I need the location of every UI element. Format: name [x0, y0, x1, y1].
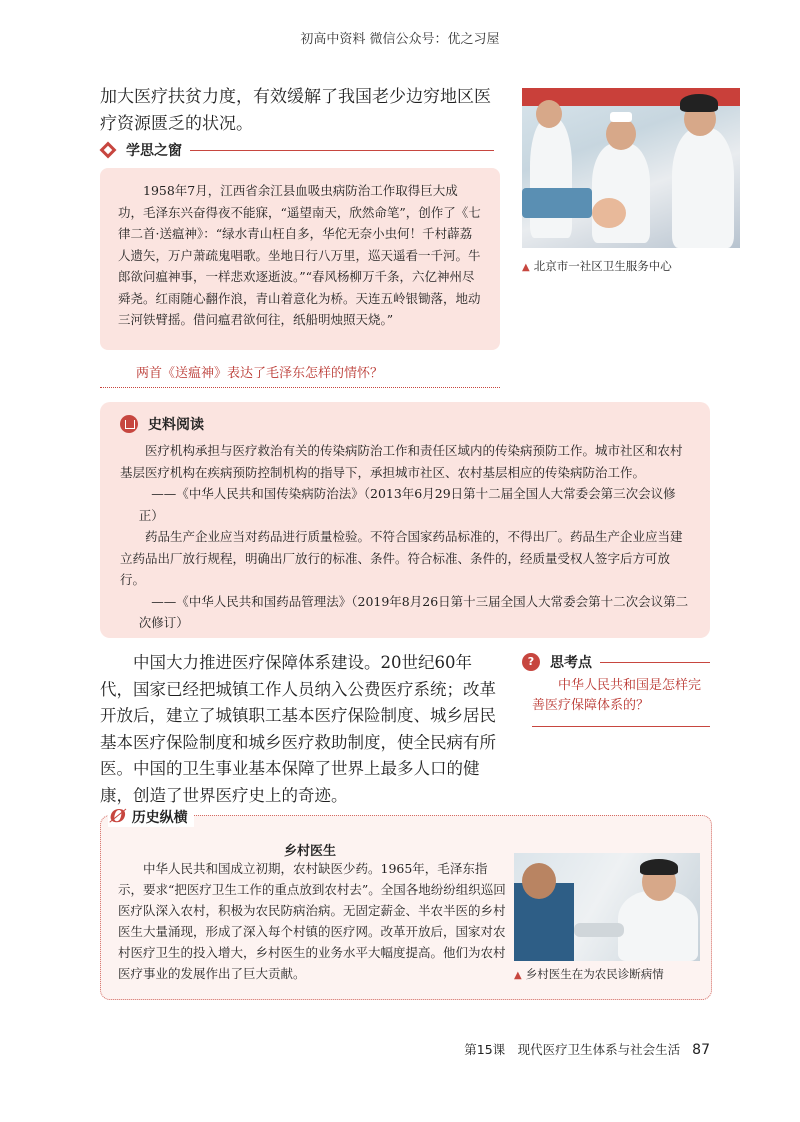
- shiliao-label-row: [120, 414, 690, 434]
- person-figure: [530, 118, 572, 238]
- lishi-body: [118, 858, 506, 984]
- main-text: 中国大力推进医疗保障体系建设。20世纪60年代，国家已经把城镇工作人员纳入公费医疗系统；改革开放后，建立了城镇职工基本医疗保险制度、城乡居民基本医疗保险制度和城乡医疗救助制度，使全民病有所医。中国的卫生事业基本保障了世界上最多人口的健康，创造了世界医疗史上的奇迹。: [100, 653, 496, 805]
- equipment: [522, 188, 592, 218]
- shiliao-para-2: 药品生产企业应当对药品进行质量检验。不符合国家药品标准的，不得出厂。药品生产企业应当建立药品出厂放行规程，明确出厂放行的标准、条件。符合标准、条件的，经质量受权人签字后方可放行。: [120, 529, 683, 587]
- shiliao-body: [120, 440, 690, 634]
- question-icon: ?: [522, 653, 540, 671]
- doctor-hair: [640, 859, 678, 875]
- doctor-coat: [618, 891, 698, 961]
- nurse-head: [606, 118, 636, 150]
- page-number: 87: [692, 1042, 710, 1058]
- sikao-label-row: [522, 652, 712, 672]
- page-header: 初高中资料 微信公众号：优之习屋: [300, 32, 500, 47]
- photo2-caption: 乡村医生在为农民诊断病情: [525, 967, 664, 981]
- photo1-caption-row: [522, 258, 672, 274]
- shiliao-para-1: 医疗机构承担与医疗救治有关的传染病防治工作和责任区域内的传染病预防工作。城市社区和农村基层医疗机构在疾病预防控制机构的指导下，承担城市社区、农村基层相应的传染病防治工作。: [120, 443, 683, 480]
- lishi-label: 历史纵横: [131, 809, 188, 826]
- phi-icon: Ø: [110, 806, 126, 827]
- lesson-title: 第15课 现代医疗卫生体系与社会生活: [464, 1042, 681, 1057]
- person-head: [536, 100, 562, 128]
- sikao-question: 中华人民共和国是怎样完善医疗保障体系的？: [532, 676, 710, 727]
- lishi-label-row: [108, 806, 194, 827]
- xuesi-question: 两首《送瘟神》表达了毛泽东怎样的情怀？: [100, 362, 500, 388]
- photo-village-doctor: [514, 853, 700, 961]
- shiliao-label: 史料阅读: [148, 417, 204, 433]
- xuesi-body: 1958年7月，江西省余江县血吸虫病防治工作取得巨大成功，毛泽东兴奋得夜不能寐，“遥望南天，欣然命笔”，创作了《七律二首·送瘟神》：“绿水青山枉自多，华佗无奈小虫何！千村薜荔人遗矢，万户萧疏鬼唱歌。坐地日行八万里，巡天遥看一千河。牛郎欲问瘟神事，一样悲欢逐逝波。”“春风杨柳万千条，六亿神州尽舜尧。红雨随心翻作浪，青山着意化为桥。天连五岭银锄落，地动三河铁臂摇。借问瘟君欲何往，纸船明烛照天烧。”: [118, 183, 481, 327]
- section-divider: [190, 150, 494, 151]
- xuesi-label: 学思之窗: [126, 143, 182, 159]
- lishi-title: 乡村医生: [283, 844, 336, 859]
- book-icon: [120, 415, 138, 433]
- page-footer: [0, 1040, 710, 1058]
- photo1-caption: 北京市一社区卫生服务中心: [533, 259, 672, 273]
- photo-community-health-center: [522, 88, 740, 248]
- xuesi-label-row: [100, 140, 494, 160]
- arm: [574, 923, 624, 937]
- sikao-label: 思考点: [550, 655, 592, 671]
- main-paragraph: [100, 650, 503, 809]
- xuesi-box: [100, 168, 500, 350]
- hair: [680, 94, 718, 112]
- manikin: [592, 198, 626, 228]
- shiliao-box: [100, 402, 710, 638]
- intro-paragraph: 加大医疗扶贫力度，有效缓解了我国老少边穷地区医疗资源匮乏的状况。: [100, 87, 491, 134]
- lishi-text: 中华人民共和国成立初期，农村缺医少药。1965年，毛泽东指示，要求“把医疗卫生工作的重点放到农村去”。全国各地纷纷组织巡回医疗队深入农村，积极为农民防病治病。无固定薪金、半农半医的乡村医生大量涌现，形成了深入每个村镇的医疗网。改革开放后，国家对农村医疗卫生的投入增大，乡村医生的业务水平大幅度提高。他们为农村医疗事业的发展作出了巨大贡献。: [118, 861, 506, 981]
- section-divider: [600, 662, 710, 663]
- nurse-figure: [592, 143, 650, 243]
- nurse-cap: [610, 112, 632, 122]
- nurse-figure-right: [672, 128, 734, 248]
- shiliao-source-2: ——《中华人民共和国药品管理法》（2019年8月26日第十三届全国人大常委会第十二次会议第二次修订）: [138, 593, 689, 630]
- photo2-caption-row: [514, 966, 664, 982]
- diamond-icon: [100, 142, 116, 158]
- triangle-icon: ▲: [522, 262, 530, 273]
- patient-head: [522, 863, 556, 899]
- triangle-icon: ▲: [514, 970, 522, 981]
- shiliao-source-1: ——《中华人民共和国传染病防治法》（2013年6月29日第十二届全国人大常委会第三次会议修正）: [138, 486, 676, 523]
